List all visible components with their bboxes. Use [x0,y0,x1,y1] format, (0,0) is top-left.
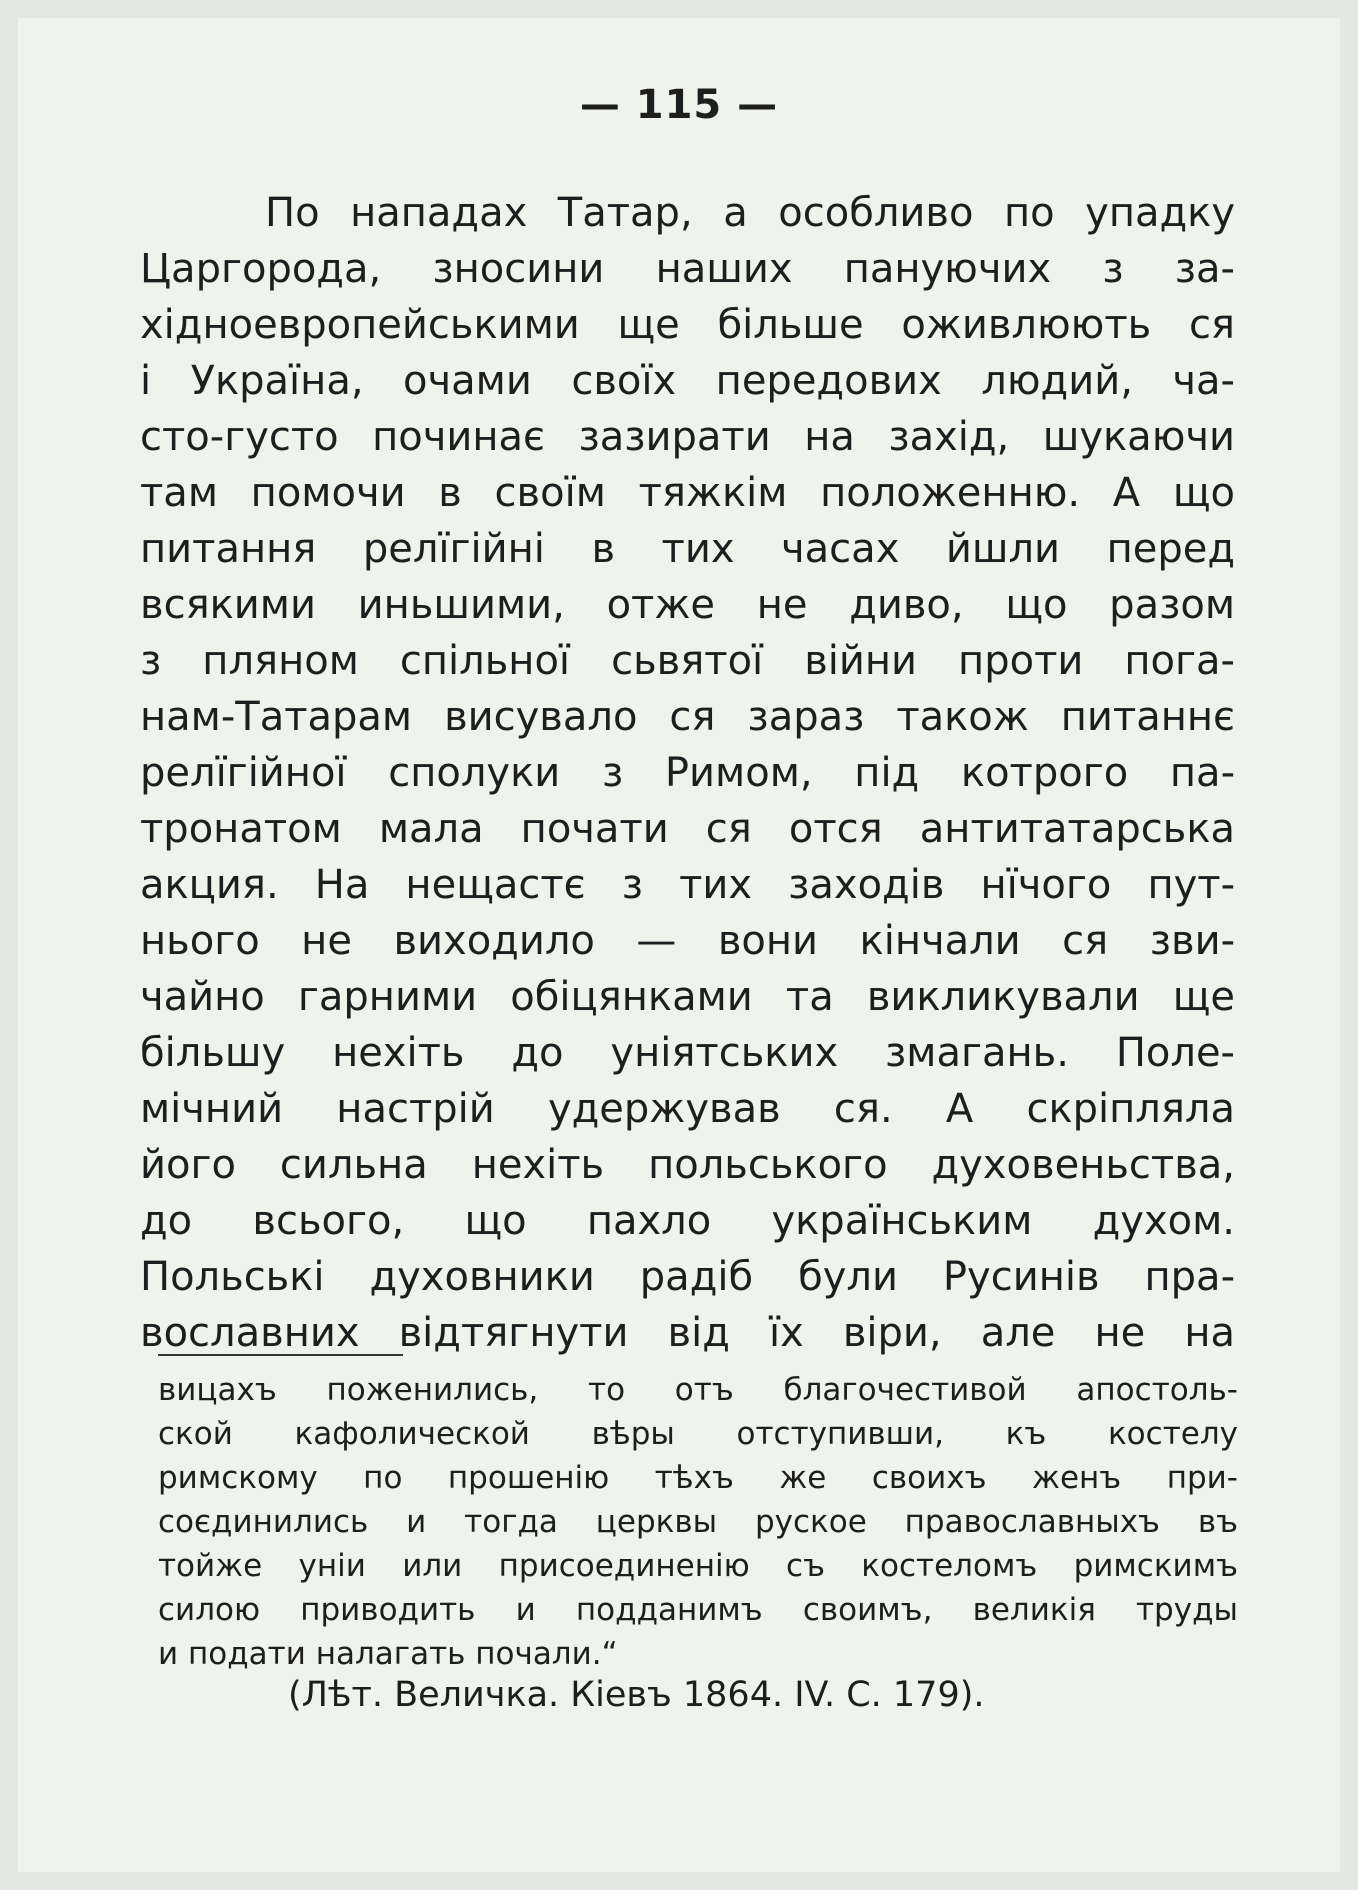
text-line: Царгорода, зносини наших пануючих з за- [140,246,1235,292]
text-line: питання релїгійні в тих часах йшли перед [140,526,1235,572]
text-line: чайно гарними обіцянками та викликували ще [140,974,1235,1020]
text-line: більшу нехіть до уніятських змагань. Поле- [140,1030,1235,1076]
text-line: нього не виходило — вони кінчали ся зви- [140,918,1235,964]
footnote-line: тойже уніи или присоединенію съ костеломъ римскимъ [158,1548,1238,1584]
text-line: сто-густо починає зазирати на захід, шукаючи [140,414,1235,460]
footnote-divider [158,1354,403,1356]
text-line: По нападах Татар, а особливо по упадку [265,190,1235,236]
main-text [140,185,1235,1361]
text-line: релїгійної сполуки з Римом, під котрого па- [140,750,1235,796]
footnote-line: и подати налагать почали.“ [158,1636,618,1672]
footnote-line: вицахъ поженились, то отъ благочестивой апостоль- [158,1372,1238,1408]
text-line: і Україна, очами своїх передових людий, ча- [140,358,1235,404]
text-line: нам-Татарам висувало ся зараз також питаннє [140,694,1235,740]
footnote-citation: (Лѣт. Величка. Кіевъ 1864. IV. C. 179). [288,1675,985,1715]
text-line: там помочи в своїм тяжкім положенню. А що [140,470,1235,516]
footnote [158,1368,1238,1676]
text-line: вославних відтягнути від їх віри, але не на [140,1310,1235,1356]
footnote-line: силою приводить и подданимъ своимъ, великія труды [158,1592,1238,1628]
footnote-line: ской кафолической вѣры отступивши, къ костелу [158,1416,1238,1452]
page-number: — 115 — [579,82,779,128]
footnote-line: римскому по прошенію тѣхъ же своихъ женъ при- [158,1460,1238,1496]
text-line: мічний настрій удержував ся. А скріпляла [140,1086,1235,1132]
text-line: його сильна нехіть польського духовеньства, [140,1142,1235,1188]
text-line: хідноевропейськими ще більше оживлюють ся [140,302,1235,348]
text-line: акция. На нещастє з тих заходів нїчого пут- [140,862,1235,908]
text-line: до всього, що пахло українським духом. [140,1198,1235,1244]
text-line: Польські духовники радіб були Русинів пра- [140,1254,1235,1300]
footnote-line: соєдинились и тогда церквы руское православныхъ въ [158,1504,1238,1540]
text-line: всякими иньшими, отже не диво, що разом [140,582,1235,628]
text-line: тронатом мала почати ся отся антитатарська [140,806,1235,852]
text-line: з пляном спільної сьвятої війни проти пога- [140,638,1235,684]
